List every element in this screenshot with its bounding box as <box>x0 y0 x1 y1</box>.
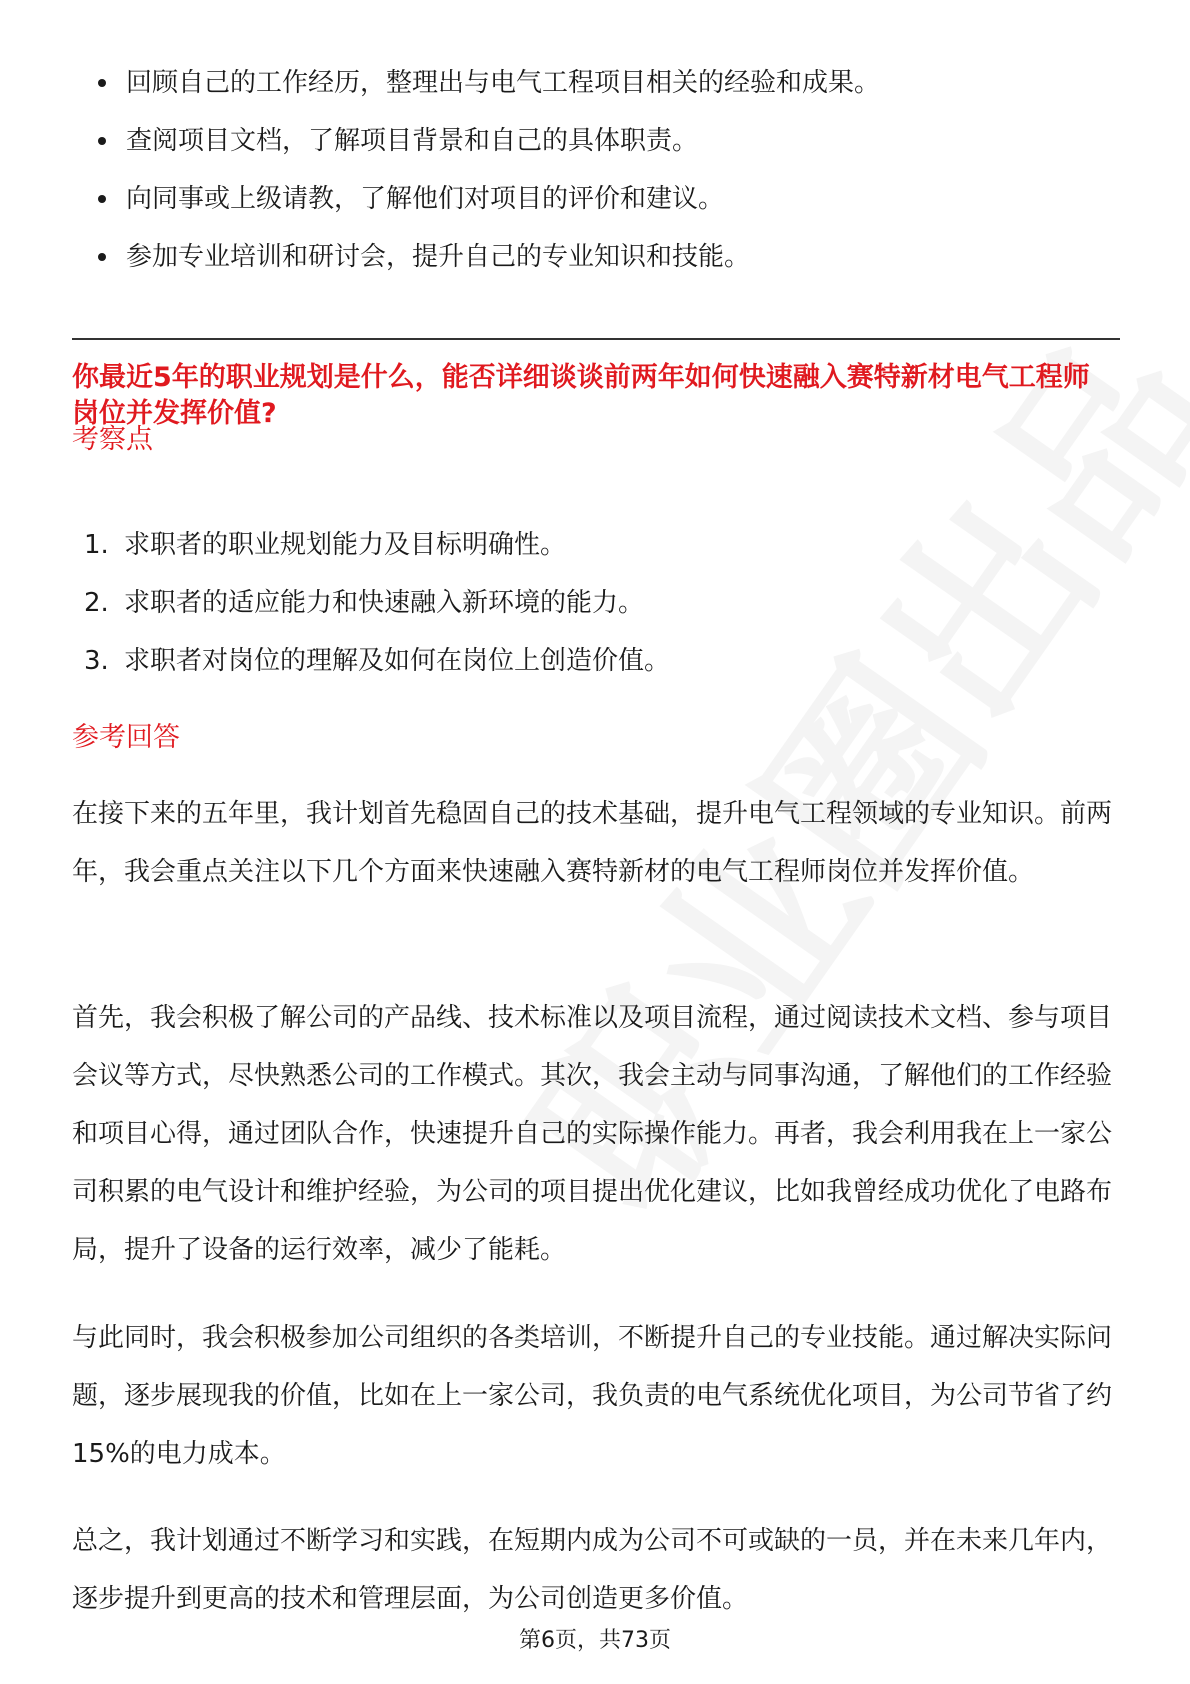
point-item <box>84 636 1104 694</box>
bullet-dot-icon <box>98 253 106 261</box>
section-divider <box>72 338 1120 340</box>
bullet-item <box>96 232 1106 290</box>
points-list <box>84 520 1104 694</box>
bullet-list <box>96 58 1106 290</box>
point-number: 1. <box>84 530 109 560</box>
point-number: 3. <box>84 646 109 676</box>
answer-paragraph: 与此同时，我会积极参加公司组织的各类培训，不断提升自己的专业技能。通过解决实际问题，逐步展现我的价值，比如在上一家公司，我负责的电气系统优化项目，为公司节省了约15%的电力成本。 <box>72 1323 1113 1469</box>
bullet-text: 参加专业培训和研讨会，提升自己的专业知识和技能。 <box>126 242 751 272</box>
point-text: 求职者对岗位的理解及如何在岗位上创造价值。 <box>124 646 671 676</box>
bullet-dot-icon <box>98 79 106 87</box>
bullet-text: 向同事或上级请教，了解他们对项目的评价和建议。 <box>126 184 725 214</box>
answer-paragraph: 首先，我会积极了解公司的产品线、技术标准以及项目流程，通过阅读技术文档、参与项目会议等方式，尽快熟悉公司的工作模式。其次，我会主动与同事沟通，了解他们的工作经验和项目心得，通过团队合作，快速提升自己的实际操作能力。再者，我会利用我在上一家公司积累的电气设计和维护经验，为公司的项目提出优化建议，比如我曾经成功优化了电路布局，提升了设备的运行效率，减少了能耗。 <box>72 1003 1113 1265</box>
bullet-item <box>96 174 1106 232</box>
answer-paragraph: 在接下来的五年里，我计划首先稳固自己的技术基础，提升电气工程领域的专业知识。前两年，我会重点关注以下几个方面来快速融入赛特新材的电气工程师岗位并发挥价值。 <box>72 799 1113 887</box>
bullet-item <box>96 116 1106 174</box>
point-text: 求职者的适应能力和快速融入新环境的能力。 <box>124 588 645 618</box>
point-item <box>84 578 1104 636</box>
bullet-text: 查阅项目文档，了解项目背景和自己的具体职责。 <box>126 126 699 156</box>
page-number: 第6页，共73页 <box>519 1628 671 1653</box>
bullet-dot-icon <box>98 137 106 145</box>
points-section-title: 考察点 <box>72 424 153 455</box>
bullet-dot-icon <box>98 195 106 203</box>
bullet-item <box>96 58 1106 116</box>
answer-section-title: 参考回答 <box>72 722 180 753</box>
question-heading: 你最近5年的职业规划是什么，能否详细谈谈前两年如何快速融入赛特新材电气工程师岗位并发挥价值? <box>72 362 1090 429</box>
point-item <box>84 520 1104 578</box>
answer-paragraph: 总之，我计划通过不断学习和实践，在短期内成为公司不可或缺的一员，并在未来几年内，逐步提升到更高的技术和管理层面，为公司创造更多价值。 <box>72 1526 1113 1614</box>
point-number: 2. <box>84 588 109 618</box>
bullet-text: 回顾自己的工作经历，整理出与电气工程项目相关的经验和成果。 <box>126 68 881 98</box>
point-text: 求职者的职业规划能力及目标明确性。 <box>124 530 567 560</box>
